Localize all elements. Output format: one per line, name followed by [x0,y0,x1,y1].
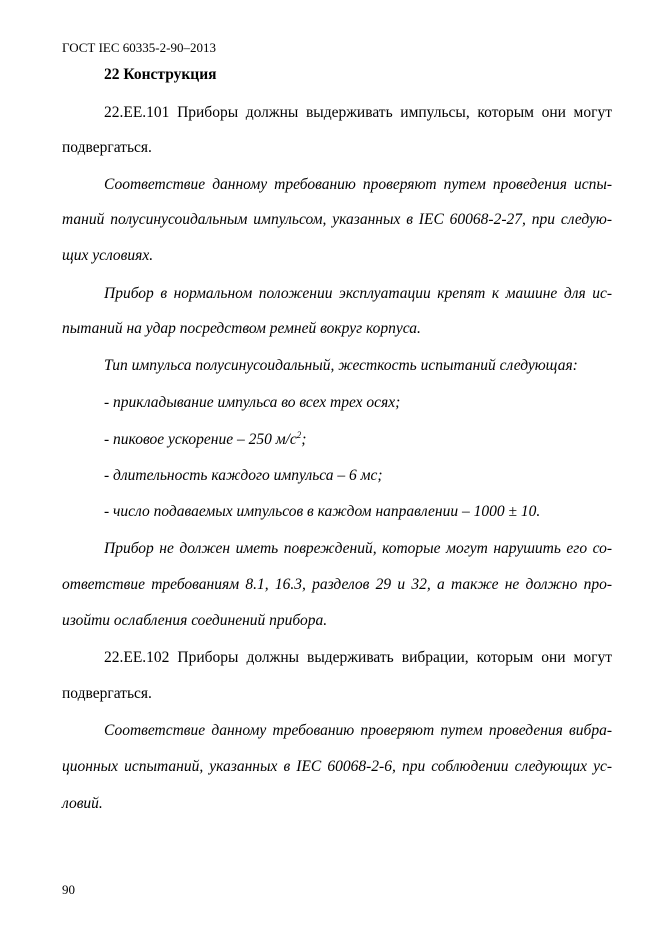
text-line: подвергаться. [62,685,152,702]
text-line: - число подаваемых импульсов в каждом направлении – 1000 ± 10. [104,503,541,520]
section-title: 22 Конструкция [104,66,217,83]
peak-acceleration-text: - пиковое ускорение – 250 м/с [104,431,297,449]
text-line: 22.EE.102 Приборы должны выдерживать вибрации, которым они могут [104,649,612,666]
text-line: ответствие требованиям 8.1, 16.3, разделов 29 и 32, а также не должно про- [62,576,612,593]
text-line: - длительность каждого импульса – 6 мс; [104,467,383,484]
text-line: изойти ослабления соединений прибора. [62,612,328,629]
text-line: подвергаться. [62,139,152,156]
text-line: щих условиях. [62,247,154,264]
page-number: 90 [62,882,75,897]
text-line: Прибор не должен иметь повреждений, которые могут нарушить его со- [104,540,612,557]
text-line: пытаний на удар посредством ремней вокруг корпуса. [62,320,421,337]
text-line: Соответствие данному требованию проверяют путем проведения вибра- [104,722,612,739]
superscript: 2 [296,430,302,440]
text-line: ловий. [62,795,103,812]
peak-acceleration-suffix: ; [301,431,307,449]
text-line: Соответствие данному требованию проверяют путем проведения испы- [104,176,612,193]
text-line: Прибор в нормальном положении эксплуатации крепят к машине для ис- [104,285,612,302]
text-line: - прикладывание импульса во всех трех осях; [104,394,401,411]
text-line: Тип импульса полусинусоидальный, жесткость испытаний следующая: [104,357,578,374]
peak-acceleration-line [104,430,306,449]
text-line: таний полусинусоидальным импульсом, указанных в IEC 60068-2-27, при следую- [62,211,612,228]
text-line: 22.EE.101 Приборы должны выдерживать импульсы, которым они могут [104,104,612,121]
document-header: ГОСТ IEC 60335-2-90–2013 [62,40,216,55]
text-line: ционных испытаний, указанных в IEC 60068-2-6, при соблюдении следующих ус- [62,758,612,775]
